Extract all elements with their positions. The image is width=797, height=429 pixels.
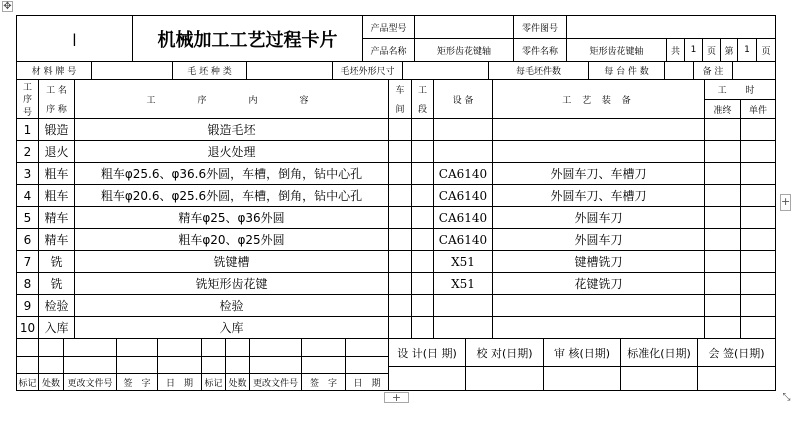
part-name-label: 零件名称	[521, 46, 558, 57]
op-tooling	[493, 141, 704, 162]
op-content: 粗车φ20、φ25外圆	[178, 233, 285, 247]
op-equipment: CA6140	[438, 232, 488, 247]
standardization-signoff-label: 标准化(日期)	[627, 346, 691, 360]
name-header-a: 工 名	[46, 85, 67, 96]
op-equipment: X51	[451, 276, 475, 291]
prep-time-header: 准终	[713, 105, 732, 116]
revision-date-label: 日 期	[165, 378, 193, 389]
page-unit-label: 页	[706, 46, 716, 57]
op-content: 铣矩形齿花键	[195, 277, 268, 291]
op-content: 铣键槽	[213, 255, 250, 269]
op-content: 检验	[219, 299, 244, 313]
op-tooling: 键槽铣刀	[574, 255, 623, 269]
op-tooling: 外圆车刀、车槽刀	[550, 167, 647, 181]
op-number: 10	[19, 320, 36, 335]
revision-sign-label: 签 字	[123, 378, 151, 389]
op-content: 退火处理	[207, 145, 256, 159]
revision-sign-label-2: 签 字	[309, 378, 337, 389]
op-equipment	[434, 119, 492, 140]
review-signoff-label: 审 核(日期)	[553, 346, 611, 360]
op-name: 精车	[44, 233, 69, 247]
section-header-b: 段	[417, 104, 427, 115]
op-number: 8	[23, 276, 32, 291]
op-name: 精车	[44, 211, 69, 225]
op-equipment: CA6140	[438, 188, 488, 203]
tooling-header: 工 艺 装 备	[562, 95, 635, 106]
op-equipment	[434, 317, 492, 338]
op-tooling: 外圆车刀、车槽刀	[550, 189, 647, 203]
op-tooling: 花键铣刀	[574, 277, 623, 291]
per-blank-label: 每毛坯件数	[515, 67, 561, 77]
revision-count-label: 处数	[41, 378, 60, 389]
revision-count-label-2: 处数	[228, 378, 247, 389]
op-content: 精车φ25、φ36外圆	[178, 211, 285, 225]
op-tooling: 外圆车刀	[574, 211, 623, 225]
add-column-button[interactable]: +	[780, 194, 791, 211]
total-pages-value: 1	[690, 45, 697, 55]
material-label: 材 料 牌 号	[31, 67, 77, 77]
revision-doc-no-label-2: 更改文件号	[252, 378, 298, 389]
name-header-b: 序 称	[46, 104, 67, 115]
workshop-header-b: 间	[395, 104, 405, 115]
op-equipment: X51	[451, 254, 475, 269]
workshop-header-a: 车	[395, 85, 405, 96]
page-unit-label-2: 页	[761, 46, 771, 57]
hours-header: 工 时	[717, 86, 763, 96]
remarks-label: 备 注	[702, 67, 724, 77]
op-number: 5	[23, 210, 32, 225]
unit-time-header: 单件	[748, 105, 767, 116]
revision-mark-label-2: 标记	[204, 378, 223, 389]
seq-header-c: 号	[22, 107, 32, 118]
op-number: 2	[23, 144, 32, 159]
op-tooling	[493, 119, 704, 140]
product-model-label: 产品型号	[370, 23, 407, 34]
product-name-label: 产品名称	[370, 46, 407, 57]
op-name: 锻造	[44, 123, 69, 137]
page-number-label: 第	[724, 46, 734, 57]
countersign-signoff-label: 会 签(日期)	[708, 346, 765, 360]
seq-header-a: 工	[22, 82, 32, 93]
op-number: 6	[23, 232, 32, 247]
op-name: 铣	[50, 277, 63, 291]
equipment-header: 设 备	[452, 95, 474, 106]
revision-date-label-2: 日 期	[353, 378, 381, 389]
op-number: 3	[23, 166, 32, 181]
op-name: 粗车	[44, 167, 69, 181]
op-equipment: CA6140	[438, 210, 488, 225]
per-machine-label: 每 台 件 数	[604, 67, 649, 77]
move-table-handle-icon[interactable]: ✥	[3, 1, 12, 12]
op-content: 入库	[219, 321, 244, 335]
op-number: 7	[23, 254, 32, 269]
resize-table-handle-icon[interactable]: ⤡	[782, 392, 791, 403]
text-cursor: |	[72, 31, 77, 46]
op-tooling	[493, 295, 704, 316]
part-drawing-no-label: 零件图号	[521, 23, 558, 34]
op-equipment	[434, 141, 492, 162]
check-signoff-label: 校 对(日期)	[476, 346, 533, 360]
total-pages-label: 共	[670, 46, 680, 57]
op-name: 粗车	[44, 189, 69, 203]
op-name: 检验	[44, 299, 69, 313]
op-content: 粗车φ20.6、φ25.6外圆，车槽，倒角，钻中心孔	[100, 189, 363, 203]
op-content: 锻造毛坯	[207, 123, 256, 137]
op-number: 4	[23, 188, 32, 203]
op-tooling	[493, 317, 704, 338]
add-row-button[interactable]: +	[384, 392, 409, 403]
op-content: 粗车φ25.6、φ36.6外圆，车槽，倒角，钻中心孔	[100, 167, 363, 181]
content-header: 工 序 内 容	[146, 95, 317, 106]
product-name-value: 矩形齿花键轴	[436, 46, 491, 57]
blank-type-label: 毛 坯 种 类	[187, 67, 232, 77]
op-name: 入库	[44, 321, 69, 335]
revision-doc-no-label: 更改文件号	[67, 378, 113, 389]
design-signoff-label: 设 计(日 期)	[397, 346, 457, 360]
revision-mark-label: 标记	[18, 378, 37, 389]
op-equipment: CA6140	[438, 166, 488, 181]
op-name: 铣	[50, 255, 63, 269]
op-number: 9	[23, 298, 32, 313]
op-number: 1	[23, 122, 32, 137]
part-name-value: 矩形齿花键轴	[589, 46, 644, 57]
blank-size-label: 毛坯外形尺寸	[340, 67, 395, 77]
card-title: 机械加工工艺过程卡片	[157, 29, 338, 51]
op-name: 退火	[44, 145, 69, 159]
op-equipment	[434, 295, 492, 316]
op-tooling: 外圆车刀	[574, 233, 623, 247]
seq-header-b: 序	[22, 95, 32, 105]
section-header-a: 工	[417, 85, 427, 96]
page-number-value: 1	[744, 45, 750, 55]
